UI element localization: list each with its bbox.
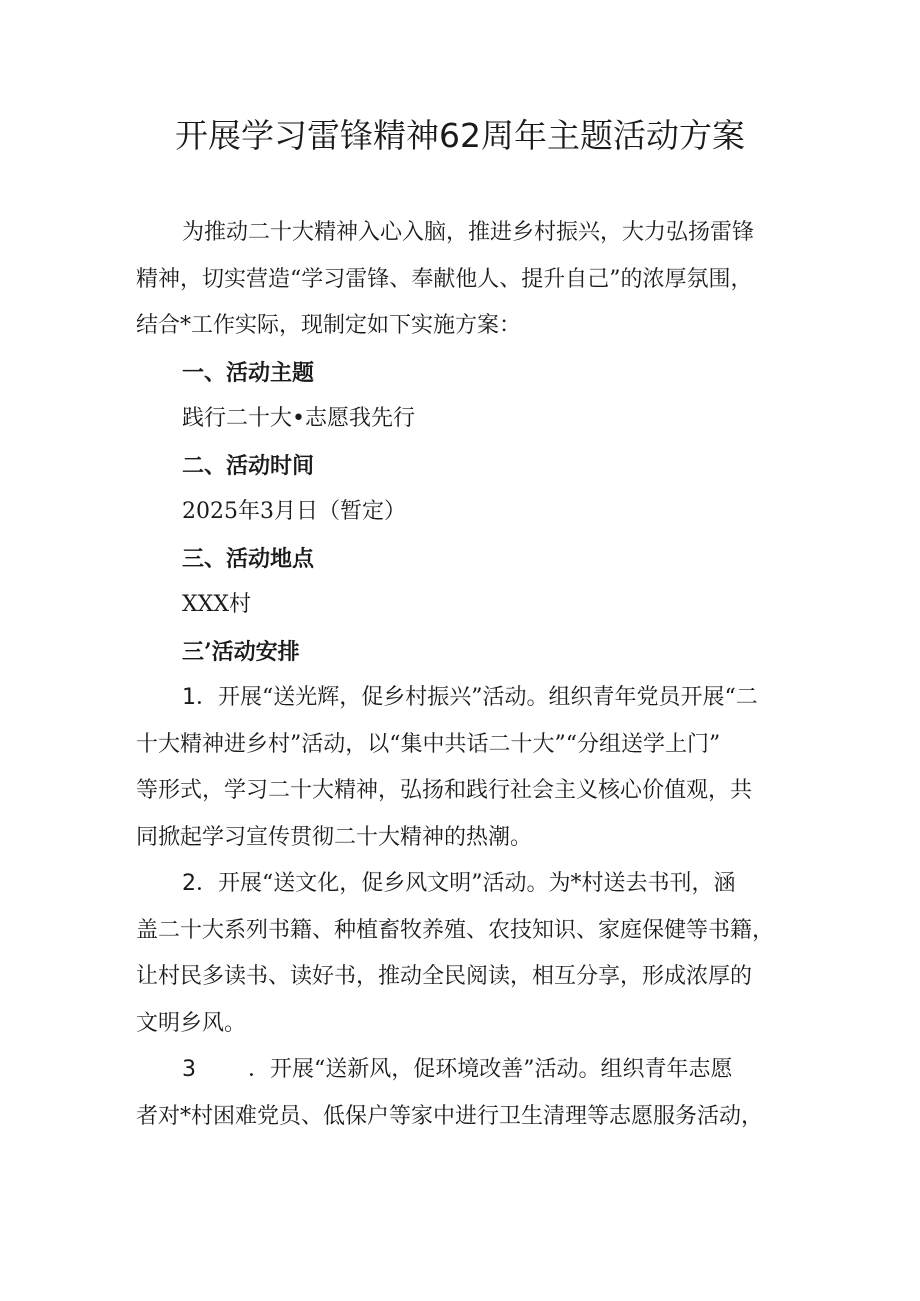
item-line: ．开展“送光辉，促乡村振兴”活动。组织青年党员开展“二 [196,685,758,710]
item-line: 者对*村困难党员、低保户等家中进行卫生清理等志愿服务活动， [136,1103,764,1129]
list-item-3 [136,1047,796,1140]
intro-line: 为推动二十大精神入心入脑，推进乡村振兴，大力弘扬雷锋 [182,220,755,245]
item-line: 让村民多读书、读好书，推动全民阅读，相互分享，形成浓厚的 [136,964,753,989]
document-body [136,210,796,1140]
intro-paragraph [136,210,796,350]
section-content-time: 2025年3月日（暂定） [182,499,406,524]
item-line: 十大精神进乡村”活动，以“集中共话二十大”“分组送学上门” [136,731,721,757]
section-heading-theme: 一、活动主题 [182,359,315,386]
item-line: 等形式，学习二十大精神，弘扬和践行社会主义核心价值观，共 [136,778,753,803]
section-heading-location: 三、活动地点 [182,545,315,572]
document-title: 开展学习雷锋精神62周年主题活动方案 [175,116,745,155]
item-number: 2 [182,871,196,896]
item-line: 盖二十大系列书籍、种植畜牧养殖、农技知识、家庭保健等书籍， [136,917,775,943]
section-content-location: XXX村 [182,592,251,617]
section-heading-time: 二、活动时间 [182,452,315,479]
item-line: ．开展“送新风，促环境改善”活动。组织青年志愿 [248,1057,733,1082]
list-item-1 [136,675,796,861]
item-line: 文明乡风。 [136,1010,247,1036]
item-line: 同掀起学习宣传贯彻二十大精神的热潮。 [136,824,533,850]
item-number: 1 [182,685,196,710]
list-item-2 [136,861,796,1047]
section-content-theme: 践行二十大•志愿我先行 [182,406,415,431]
intro-line: 精神，切实营造“学习雷锋、奉献他人、提升自己”的浓厚氛围， [136,266,753,292]
item-line: ．开展“送文化，促乡风文明”活动。为*村送去书刊，涵 [196,871,736,896]
intro-line: 结合*工作实际，现制定如下实施方案： [136,313,522,338]
item-number: 3 [182,1057,196,1082]
section-heading-arrangement: 三’活动安排 [182,638,300,665]
